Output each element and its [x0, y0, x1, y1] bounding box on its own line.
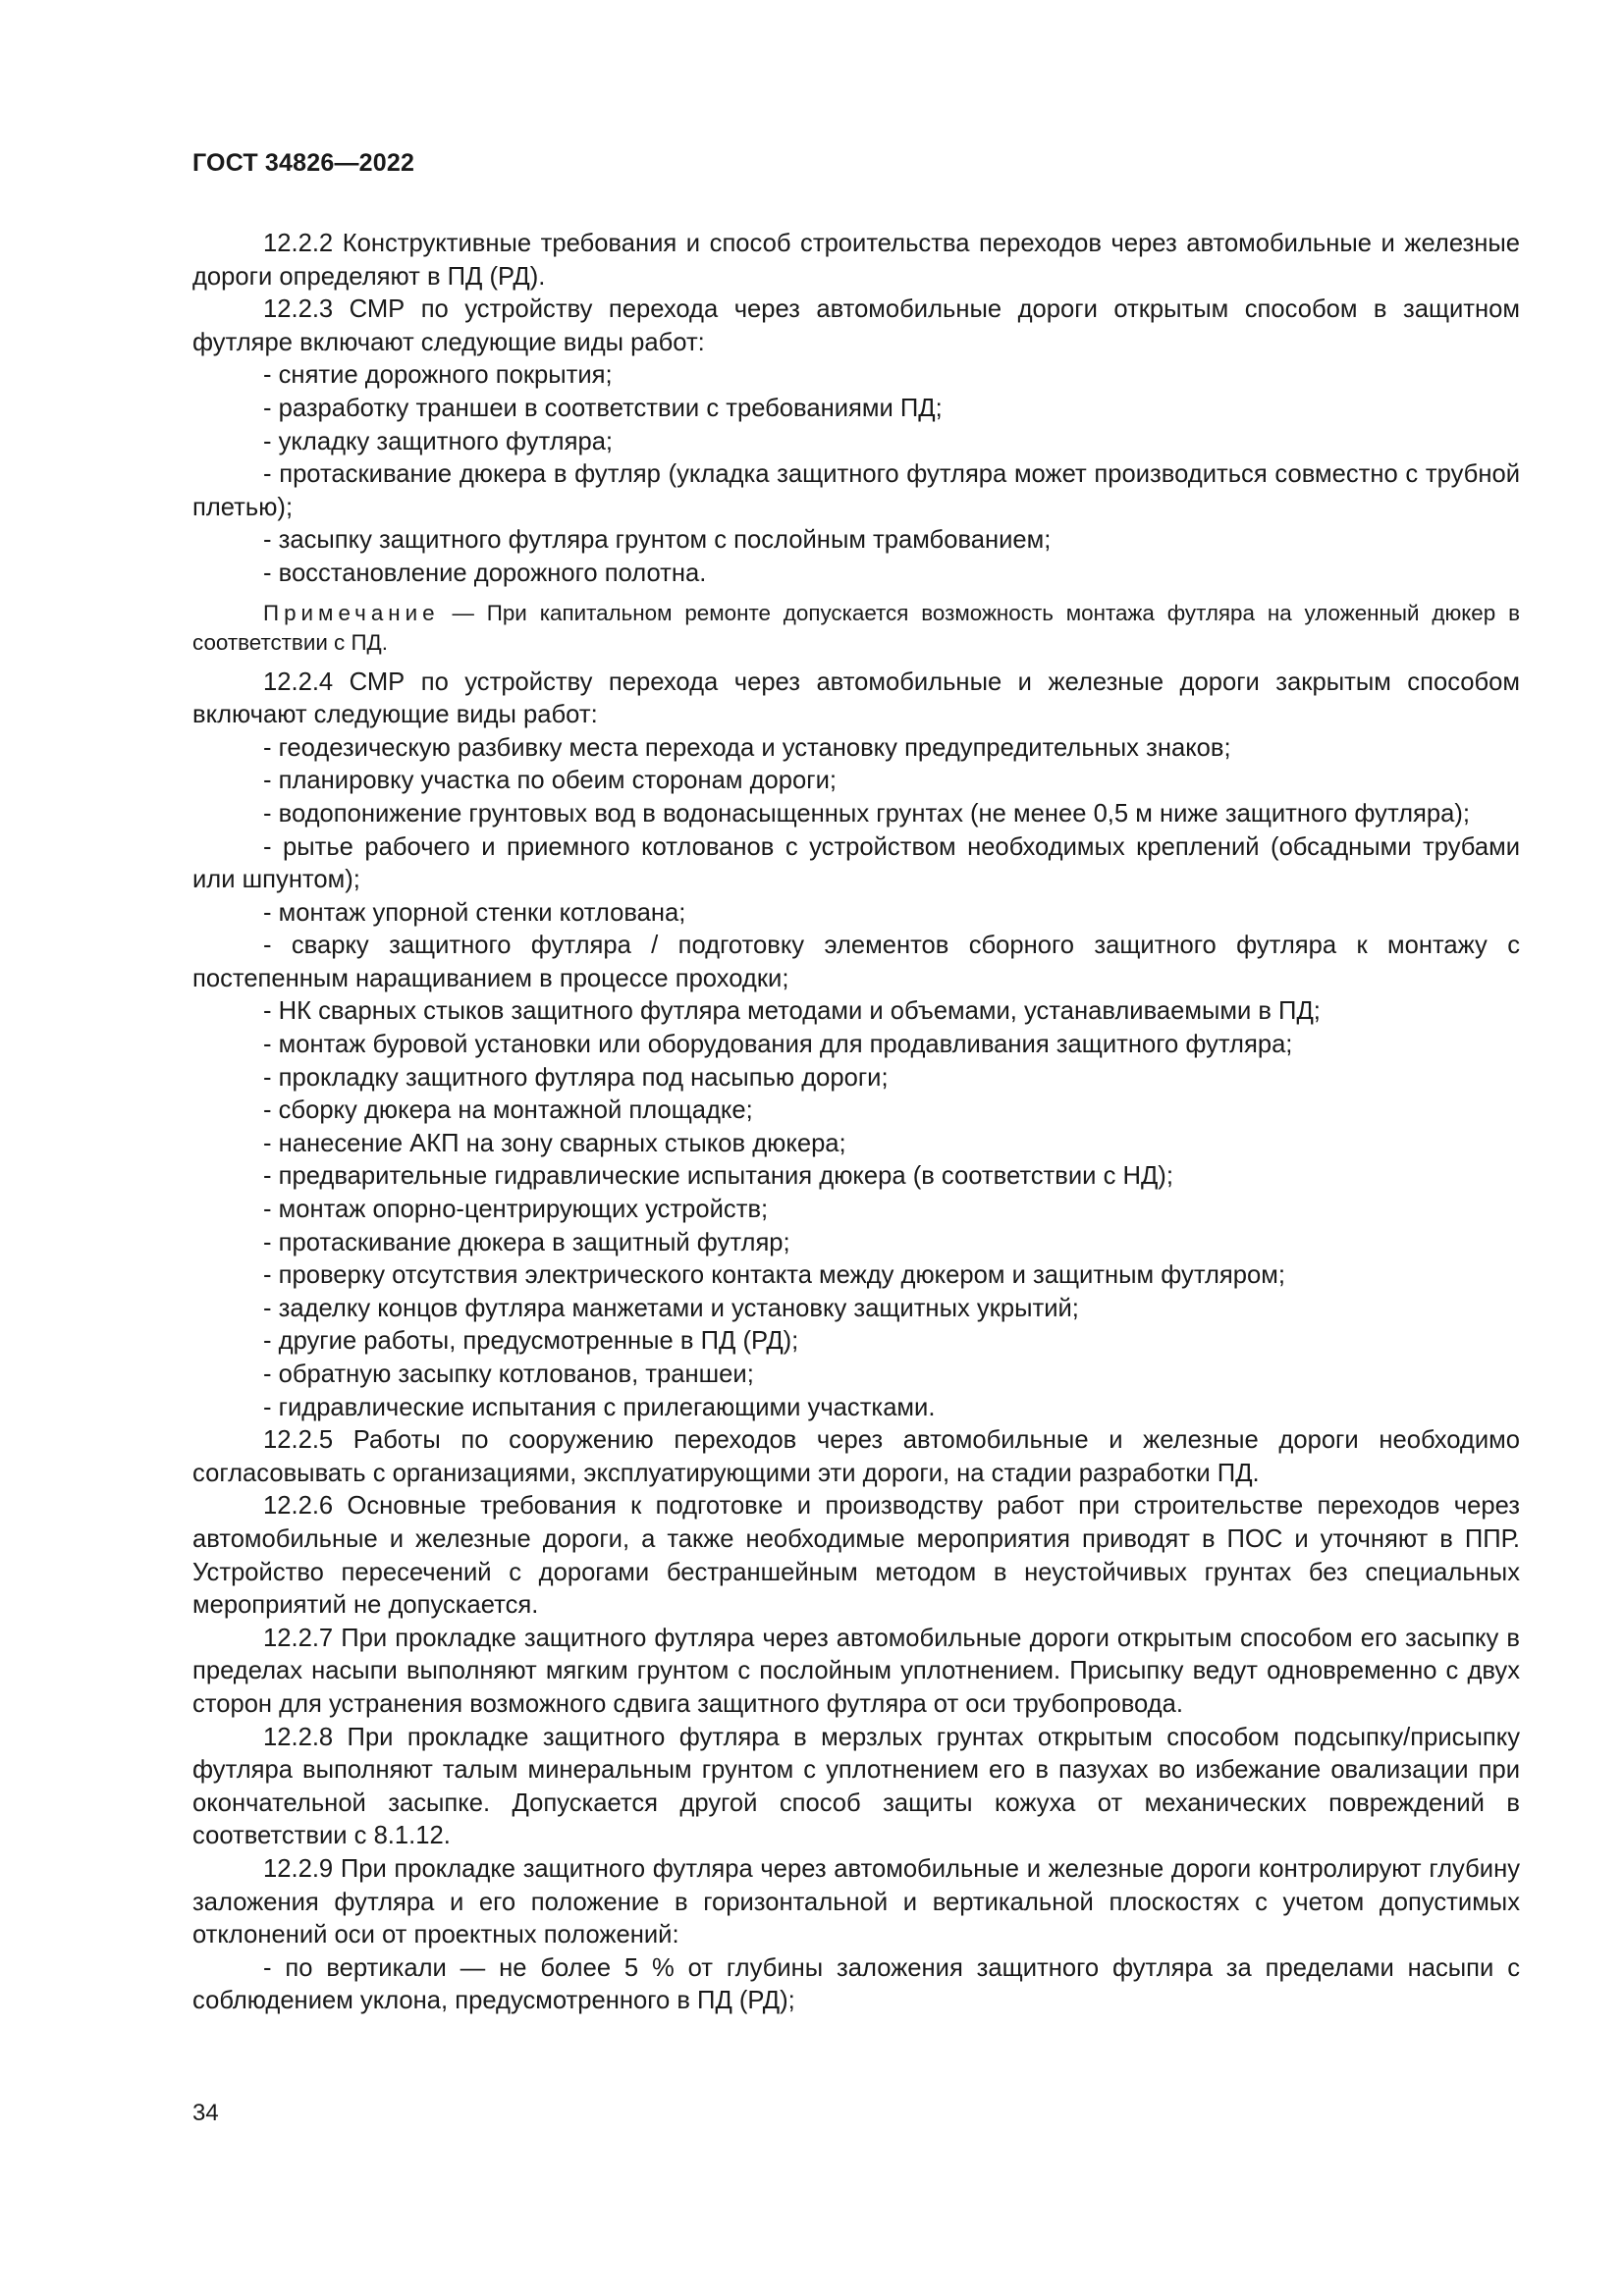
- page-number: 34: [192, 2100, 219, 2126]
- list-item: - монтаж упорной стенки котлована;: [263, 898, 686, 927]
- list-item: - протаскивание дюкера в защитный футляр;: [263, 1228, 790, 1256]
- list-item: - прокладку защитного футляра под насыпью дороги;: [263, 1063, 889, 1092]
- note-dash: —: [439, 600, 487, 625]
- paragraph-12-2-3: 12.2.3 СМР по устройству перехода через автомобильные дороги открытым способом в защитном футляре включают следующие виды работ:: [192, 295, 1520, 356]
- list-item: - рытье рабочего и приемного котлованов с устройством необходимых креплений (обсадными трубами или шпунтом);: [192, 832, 1520, 894]
- list-item: - засыпку защитного футляра грунтом с послойным трамбованием;: [263, 526, 1052, 555]
- list-item: - снятие дорожного покрытия;: [263, 361, 613, 390]
- list-item: - гидравлические испытания с прилегающими участками.: [263, 1393, 936, 1421]
- note-label: Примечание: [263, 600, 440, 625]
- list-item: - монтаж буровой установки или оборудования для продавливания защитного футляра;: [263, 1031, 1293, 1059]
- list-item: - геодезическую разбивку места перехода и установку предупредительных знаков;: [263, 733, 1231, 762]
- paragraph-12-2-5: 12.2.5 Работы по сооружению переходов через автомобильные и железные дороги необходимо согласовывать с организациями, эксплуатирующими эти дороги, на стадии разработки ПД.: [192, 1426, 1520, 1487]
- list-item: - предварительные гидравлические испытания дюкера (в соответствии с НД);: [263, 1162, 1173, 1191]
- list-item: - другие работы, предусмотренные в ПД (РД);: [263, 1327, 799, 1356]
- list-item: - восстановление дорожного полотна.: [263, 559, 707, 587]
- standard-header: ГОСТ 34826—2022: [192, 149, 415, 177]
- list-item: - по вертикали — не более 5 % от глубины заложения защитного футляра за пределами насыпи с соблюдением уклона, предусмотренного в ПД (РД);: [192, 1953, 1520, 2015]
- paragraph-12-2-7: 12.2.7 При прокладке защитного футляра через автомобильные дороги открытым способом его засыпку в пределах насыпи выполняют мягким грунтом с послойным уплотнением. Присыпку ведут одновременно с двух сторон для устранения возможного сдвига защитного футляра от оси трубопровода.: [192, 1624, 1520, 1718]
- note: [192, 599, 1520, 658]
- note-text: При капитальном ремонте допускается возможность монтажа футляра на уложенный дюкер в соответствии с ПД.: [192, 600, 1520, 655]
- list-item: - разработку траншеи в соответствии с требованиями ПД;: [263, 394, 943, 422]
- list-item: - планировку участка по обеим сторонам дороги;: [263, 767, 837, 795]
- paragraph-12-2-8: 12.2.8 При прокладке защитного футляра в мерзлых грунтах открытым способом подсыпку/присыпку футляра выполняют талым минеральным грунтом с уплотнением его в пазухах во избежание овализации при окончательной засыпке. Допускается другой способ защиты кожуха от механических повреждений в соответствии с 8.1.12.: [192, 1723, 1520, 1850]
- list-item: - проверку отсутствия электрического контакта между дюкером и защитным футляром;: [263, 1261, 1285, 1290]
- paragraph-12-2-9: 12.2.9 При прокладке защитного футляра через автомобильные и железные дороги контролируют глубину заложения футляра и его положение в горизонтальной и вертикальной плоскостях с учетом допустимых отклонений оси от проектных положений:: [192, 1854, 1520, 1949]
- list-item: - обратную засыпку котлованов, траншеи;: [263, 1361, 754, 1388]
- list-item: - заделку концов футляра манжетами и установку защитных укрытий;: [263, 1294, 1079, 1322]
- list-item: - нанесение АКП на зону сварных стыков дюкера;: [263, 1129, 846, 1157]
- list-item: - сварку защитного футляра / подготовку элементов сборного защитного футляра к монтажу с постепенным наращиванием в процессе проходки;: [192, 932, 1520, 992]
- list-item: - протаскивание дюкера в футляр (укладка защитного футляра может производиться совместно с трубной плетью);: [192, 460, 1520, 521]
- document-body: [192, 228, 1520, 2018]
- paragraph-12-2-4: 12.2.4 СМР по устройству перехода через автомобильные и железные дороги закрытым способом включают следующие виды работ:: [192, 667, 1520, 729]
- list-item: - водопонижение грунтовых вод в водонасыщенных грунтах (не менее 0,5 м ниже защитного футляра);: [263, 799, 1471, 828]
- paragraph-12-2-6: 12.2.6 Основные требования к подготовке и производству работ при строительстве переходов через автомобильные и железные дороги, а также необходимые мероприятия приводят в ПОС и уточняют в ППР. Устройство пересечений с дорогами бестраншейным методом в неустойчивых грунтах без специальных мероприятий не допускается.: [192, 1492, 1520, 1620]
- list-item: - монтаж опорно-центрирующих устройств;: [263, 1196, 769, 1224]
- list-item: - сборку дюкера на монтажной площадке;: [263, 1096, 753, 1125]
- list-item: - НК сварных стыков защитного футляра методами и объемами, устанавливаемыми в ПД;: [263, 997, 1321, 1026]
- paragraph-12-2-2: 12.2.2 Конструктивные требования и способ строительства переходов через автомобильные и железные дороги определяют в ПД (РД).: [192, 230, 1520, 291]
- list-item: - укладку защитного футляра;: [263, 427, 614, 455]
